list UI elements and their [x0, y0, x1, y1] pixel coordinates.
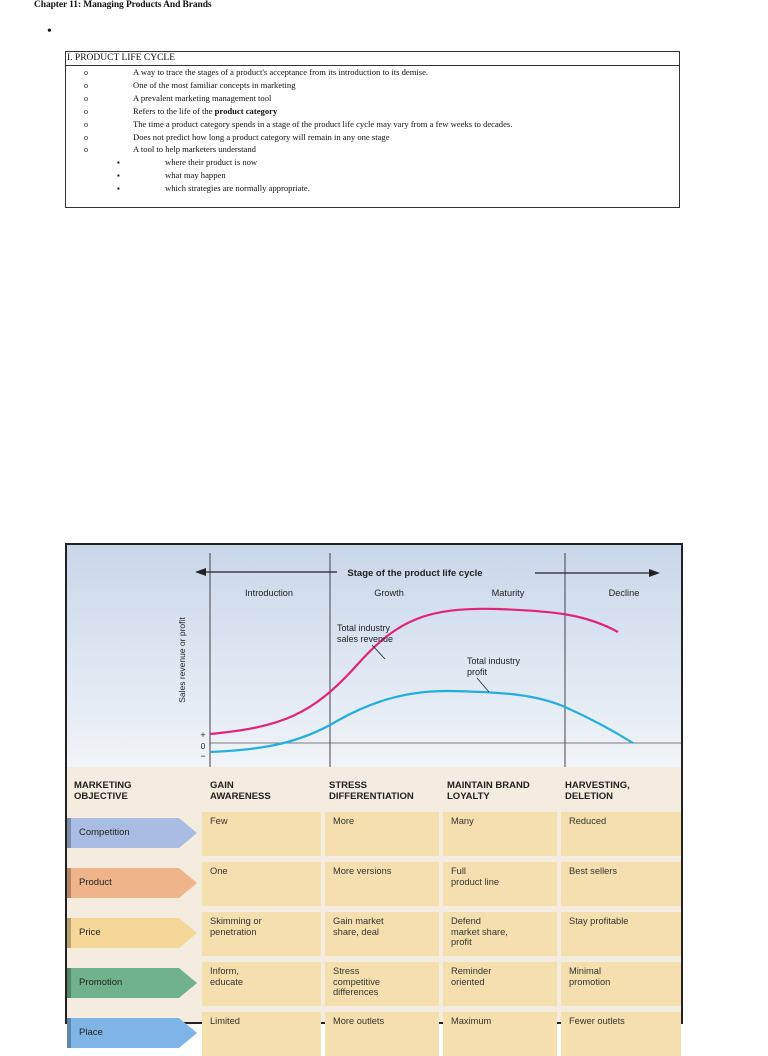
bullet-marker: ▪ [117, 171, 120, 181]
table-row [67, 862, 681, 906]
table-row [67, 812, 681, 856]
cell-line: Gain market [333, 916, 384, 926]
table-cell [202, 912, 321, 956]
table-row [67, 912, 681, 956]
cell-line: profit [451, 937, 472, 947]
profit-curve-label: profit [467, 667, 488, 677]
table-cell [325, 1012, 439, 1056]
bullet-point: • [47, 24, 52, 39]
table-cell [202, 1012, 321, 1056]
bullet-marker: o [84, 145, 88, 155]
outline-item-text: which strategies are normally appropriate. [165, 183, 310, 194]
bullet-marker: o [84, 132, 88, 142]
table-cell [325, 912, 439, 956]
cell-line: More outlets [333, 1016, 385, 1026]
table-cell [443, 1012, 557, 1056]
cell-line: Reduced [569, 816, 607, 826]
header-line: MAINTAIN BRAND [447, 780, 530, 791]
table-cell [443, 912, 557, 956]
row-label-tab [67, 968, 201, 998]
outline-box [65, 51, 680, 208]
cell-line: Stress [333, 966, 360, 976]
cell-line: Inform, [210, 966, 239, 976]
row-label: Promotion [79, 977, 123, 988]
table-cell [561, 912, 681, 956]
cell-line: Skimming or [210, 916, 262, 926]
row-label-tab [67, 918, 201, 948]
outline-item-text-prefix: Refers to the life of the [133, 105, 215, 116]
table-column-header [565, 781, 630, 802]
stage-label: Growth [374, 588, 404, 598]
cell-line: Stay profitable [569, 916, 629, 926]
cell-line: Defend [451, 916, 481, 926]
cell-line: Limited [210, 1016, 240, 1026]
outline-item-text: The time a product category spends in a stage of the product life cycle may vary from a few weeks to decades. [133, 118, 513, 129]
row-label: Place [79, 1027, 103, 1038]
stage-label: Introduction [244, 588, 294, 598]
header-line: STRESS [329, 780, 368, 791]
y-marker-plus: + [200, 730, 206, 740]
outline-item-text: where their product is now [165, 157, 258, 168]
outline-item-text: Does not predict how long a product category will remain in any one stage [133, 131, 390, 142]
cell-line: share, deal [333, 926, 379, 937]
cell-line: Best sellers [569, 866, 618, 876]
outline-item-text-bold: product category [214, 105, 278, 116]
cell-line: differences [333, 987, 379, 997]
cell-line: competitive [333, 976, 381, 987]
cell-line: oriented [451, 976, 485, 987]
bullet-marker: o [84, 80, 88, 90]
profit-curve-label: Total industry [467, 656, 521, 666]
table-column-header [447, 781, 530, 802]
cell-line: Maximum [451, 1016, 492, 1026]
chapter-heading: Chapter 11: Managing Products And Brands [34, 0, 212, 10]
header-line: MARKETING [74, 780, 132, 791]
stage-label: Decline [608, 588, 640, 598]
bullet-marker: o [84, 93, 88, 103]
y-marker-zero: 0 [200, 742, 206, 751]
outline-item-text: One of the most familiar concepts in marketing [133, 79, 296, 90]
row-label-tab [67, 1018, 201, 1048]
cell-line: More versions [333, 866, 392, 876]
row-label: Product [79, 877, 112, 888]
header-line: DELETION [565, 790, 614, 802]
row-label-tab [67, 868, 201, 898]
table-cell [325, 862, 439, 906]
stage-header: Stage of the product life cycle [347, 568, 483, 579]
table-column-header [329, 781, 414, 802]
y-marker-minus: − [200, 751, 206, 761]
table-cell [443, 862, 557, 906]
header-line: HARVESTING, [565, 780, 630, 791]
sales-curve-label: sales revenue [337, 634, 394, 644]
header-line: GAIN [210, 780, 234, 791]
cell-line: Minimal [569, 966, 602, 976]
header-line: OBJECTIVE [74, 790, 128, 802]
outline-item-text: A prevalent marketing management tool [133, 92, 272, 103]
row-label: Competition [79, 827, 130, 838]
bullet-marker: o [84, 68, 88, 77]
cell-line: One [210, 866, 228, 876]
bullet-marker: o [84, 106, 88, 116]
cell-line: penetration [210, 926, 257, 937]
cell-line: Reminder [451, 966, 492, 976]
cell-line: Full [451, 866, 466, 876]
life-cycle-chart [67, 545, 681, 767]
outline-title: I. PRODUCT LIFE CYCLE [66, 52, 679, 66]
outline-item-text: A tool to help marketers understand [133, 144, 256, 155]
product-life-cycle-figure [65, 543, 683, 1038]
y-axis-label: Sales revenue or profit [177, 617, 187, 703]
outline-item-text: what may happen [165, 170, 226, 181]
outline-item-text [133, 105, 277, 118]
bullet-marker: ▪ [117, 158, 120, 168]
table-cell [561, 962, 681, 1006]
table-cell [325, 962, 439, 1006]
cell-line: market share, [451, 926, 508, 937]
cell-line: educate [210, 976, 244, 987]
table-cell [561, 812, 681, 856]
cell-line: More [333, 816, 355, 826]
cell-line: Fewer outlets [569, 1016, 625, 1026]
table-cell [561, 862, 681, 906]
row-label: Price [79, 927, 101, 938]
table-row [67, 1012, 681, 1056]
table-cell [443, 962, 557, 1006]
table-cell [202, 962, 321, 1006]
table-column-header [74, 781, 132, 802]
bullet-marker: o [84, 119, 88, 129]
marketing-mix-table [67, 767, 681, 1038]
table-cell [561, 1012, 681, 1056]
cell-line: promotion [569, 976, 611, 987]
table-row [67, 962, 681, 1006]
table-cell [325, 812, 439, 856]
table-column-header [210, 781, 271, 802]
header-line: DIFFERENTIATION [329, 790, 414, 802]
table-cell [202, 812, 321, 856]
outline-item-text: A way to trace the stages of a product's acceptance from its introduction to its demise. [133, 67, 429, 77]
table-cell [202, 862, 321, 906]
header-line: AWARENESS [210, 790, 271, 802]
stage-label: Maturity [491, 588, 525, 598]
sales-curve-label: Total industry [337, 623, 391, 633]
cell-line: product line [451, 876, 500, 887]
row-label-tab [67, 818, 201, 848]
cell-line: Few [210, 816, 228, 826]
bullet-marker: ▪ [117, 184, 120, 194]
cell-line: Many [451, 816, 474, 826]
table-cell [443, 812, 557, 856]
header-line: LOYALTY [447, 790, 490, 802]
